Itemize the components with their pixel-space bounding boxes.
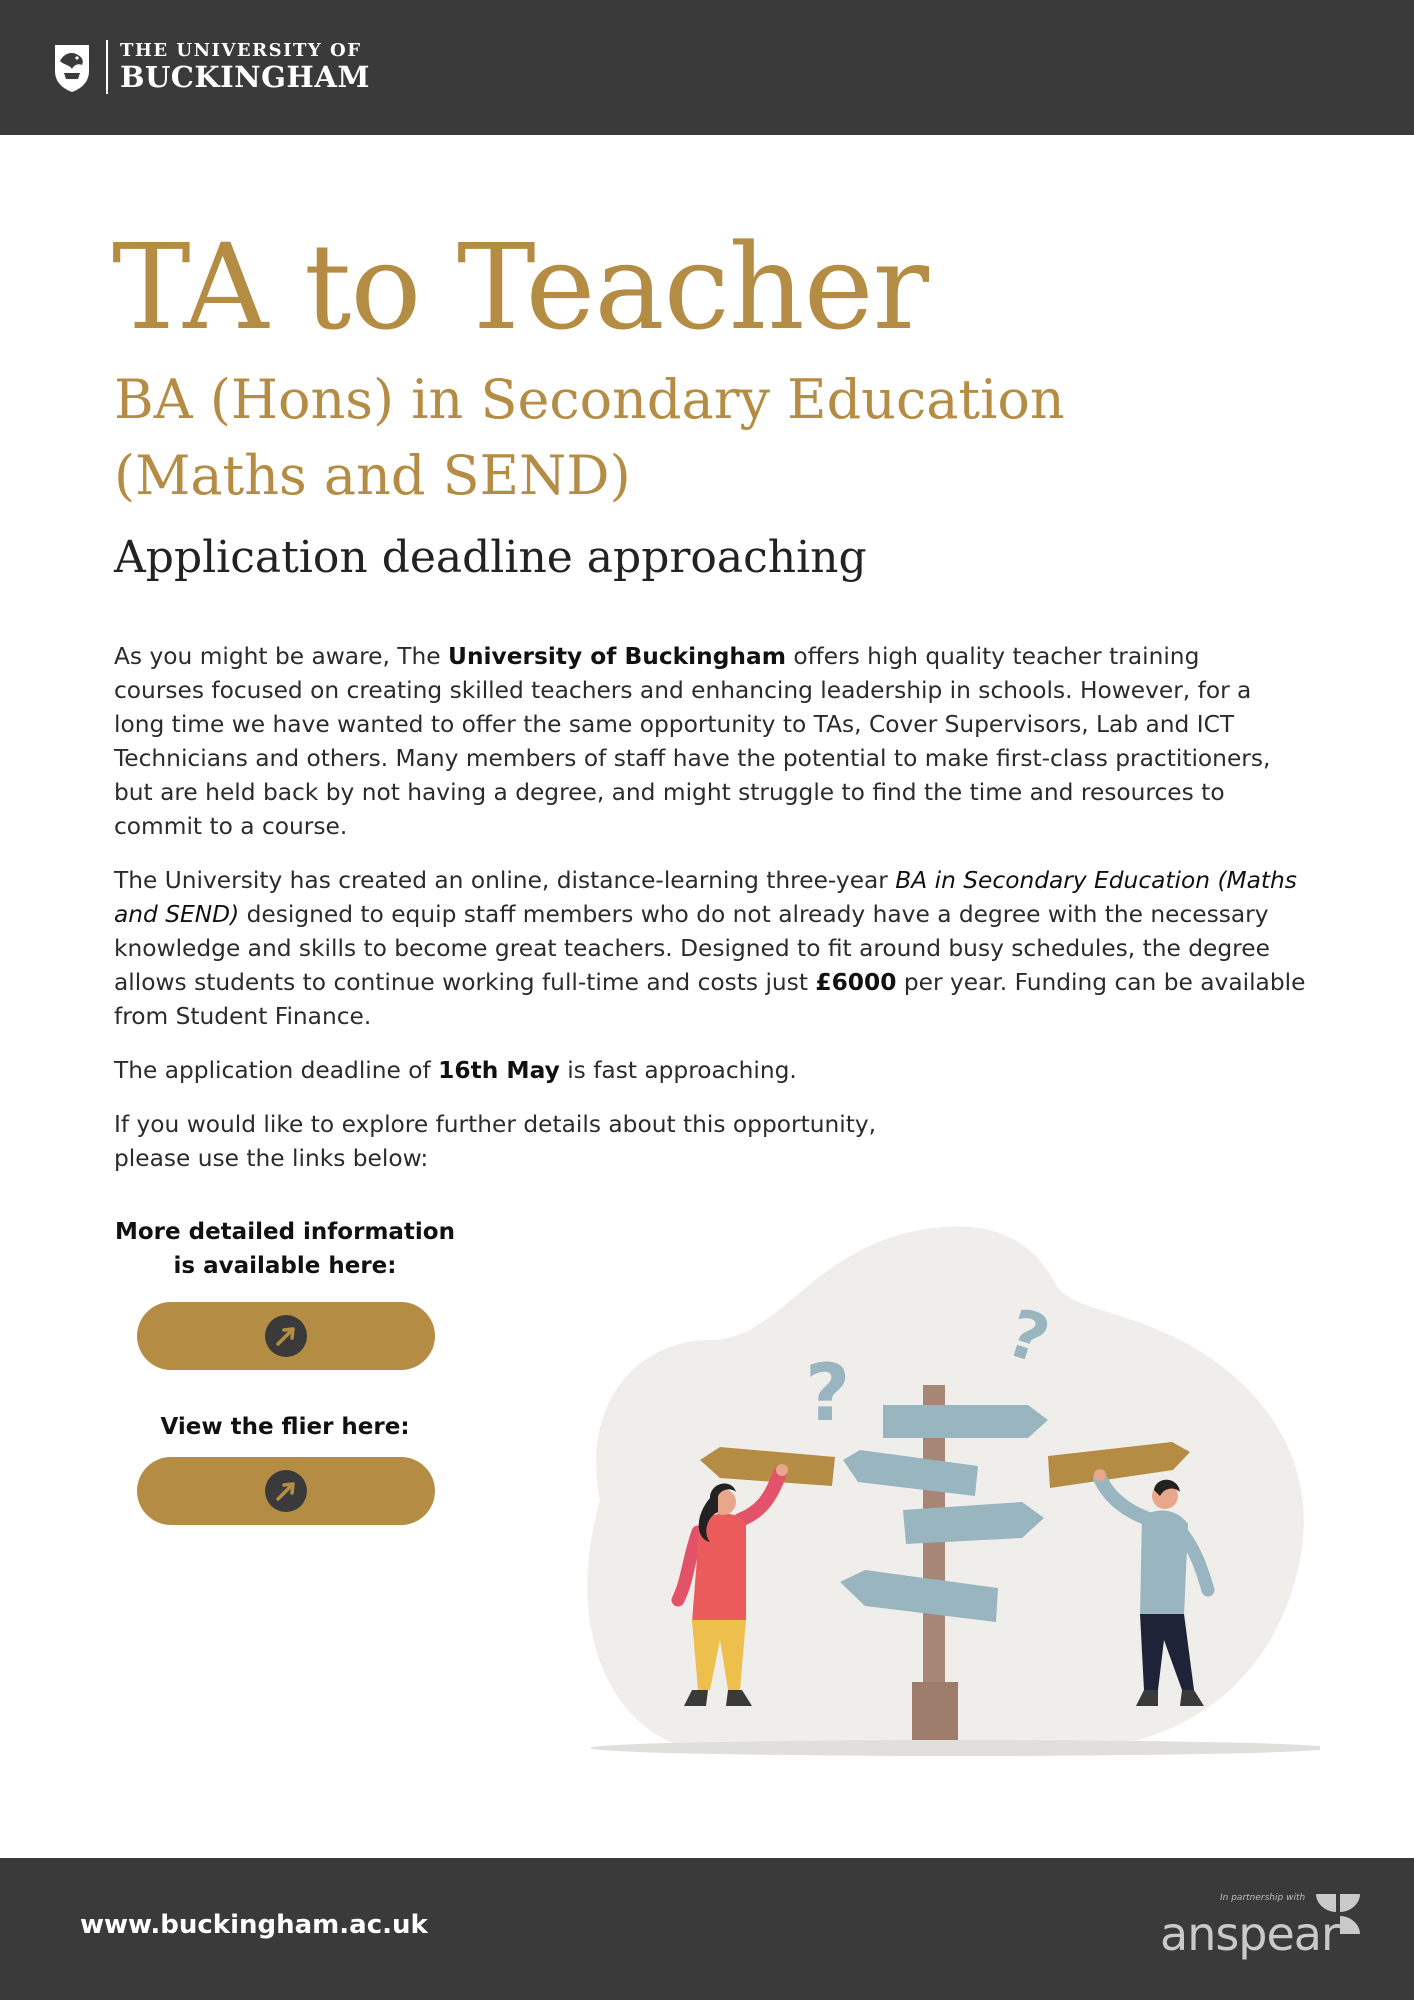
signpost-illustration — [560, 1220, 1320, 1760]
info-link-label — [90, 1215, 480, 1283]
text-run: please use the links below: — [114, 1145, 429, 1172]
text-run: is fast approaching. — [559, 1057, 797, 1084]
course-cost: £6000 — [815, 969, 897, 996]
info-label-line1: More detailed information — [114, 1219, 455, 1245]
flier-link-button[interactable] — [137, 1457, 435, 1525]
deadline-heading: Application deadline approaching — [114, 532, 867, 583]
logo-line1: THE UNIVERSITY OF — [120, 40, 362, 61]
logo-line2: BUCKINGHAM — [120, 60, 370, 94]
text-run: designed to equip staff members who do not already have a degree with the necessary knowledge and skills to become great teachers. Designed to fit around busy schedules, the degree allows students to continue working full-time and costs just — [114, 901, 1270, 996]
links-intro-paragraph — [114, 1108, 1314, 1176]
intro-paragraph — [114, 640, 1284, 844]
university-name: University of Buckingham — [448, 643, 787, 670]
body-text — [114, 640, 1314, 1196]
logo-wordmark — [120, 42, 370, 92]
deadline-date: 16th May — [438, 1057, 560, 1084]
page-title: TA to Teacher — [112, 218, 928, 356]
info-label-line2: is available here: — [173, 1253, 397, 1279]
partner-caption: In partnership with — [1220, 1893, 1306, 1903]
flier-link-label: View the flier here: — [160, 1414, 410, 1440]
text-run: The application deadline of — [114, 1057, 439, 1084]
text-run: The University has created an online, distance-learning three-year — [114, 867, 896, 894]
anspear-partner-logo[interactable] — [1152, 1888, 1364, 1968]
text-run: per year. Funding can be available from Student Finance. — [114, 969, 1306, 1030]
website-link[interactable]: www.buckingham.ac.uk — [80, 1910, 428, 1940]
header-bar — [0, 0, 1414, 135]
footer-bar — [0, 1858, 1414, 2000]
text-run: If you would like to explore further details about this opportunity, — [114, 1111, 877, 1138]
text-run: offers high quality teacher training courses focused on creating skilled teachers and enhancing leadership in schools. However, for a long time we have wanted to offer the same opportunity to TAs, Cover Supervisors, Lab and ICT Technicians and others. Many members of staff have the potential to make first-class practitioners, but are held back by not having a degree, and might struggle to find the time and resources to commit to a course. — [114, 643, 1271, 840]
question-mark-icon: ? — [805, 1349, 851, 1439]
signpost-base — [912, 1682, 958, 1740]
arrow-cursor-icon — [264, 1469, 308, 1513]
partner-name: anspear — [1160, 1907, 1339, 1961]
course-subtitle: BA (Hons) in Secondary Education (Maths and SEND) — [114, 368, 1065, 507]
sign-board — [883, 1405, 1048, 1438]
course-name: BA in Secondary Education (Maths and SEND) — [114, 867, 1297, 928]
ground-shadow — [590, 1740, 1320, 1756]
logo-divider — [106, 40, 108, 94]
university-crest-icon — [52, 41, 92, 93]
question-mark-icon: ? — [997, 1294, 1059, 1380]
course-paragraph — [114, 864, 1314, 1034]
deadline-paragraph — [114, 1054, 1314, 1088]
university-logo[interactable] — [52, 40, 370, 94]
text-run: As you might be aware, The — [114, 643, 449, 670]
info-link-button[interactable] — [137, 1302, 435, 1370]
arrow-cursor-icon — [264, 1314, 308, 1358]
